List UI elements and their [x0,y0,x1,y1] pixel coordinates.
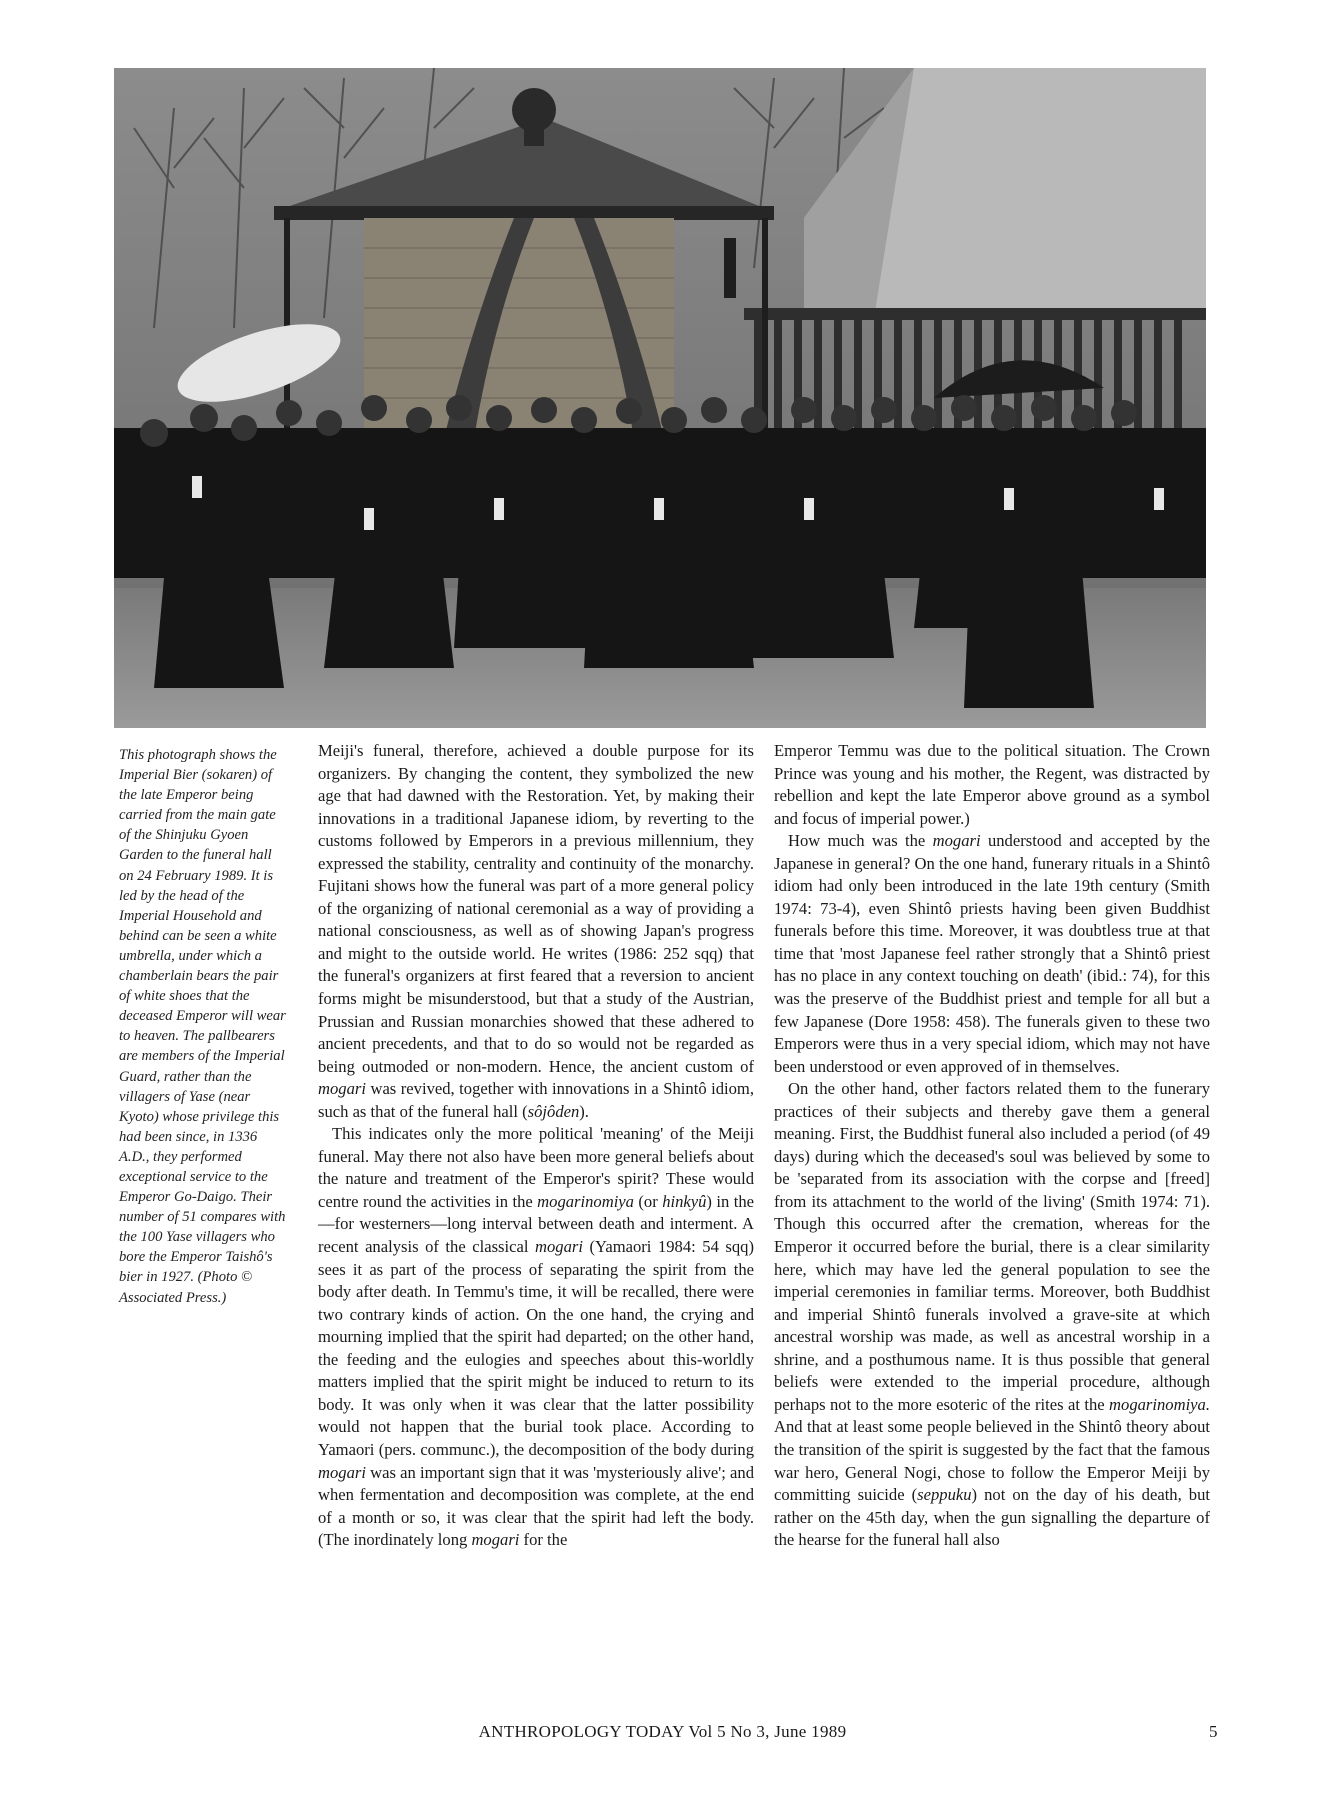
photograph-icon [114,68,1206,728]
paragraph: Meiji's funeral, therefore, achieved a double purpose for its organizers. By changing the content, they symbolized the new age that had dawned with the Restoration. Yet, by making their innovations in a traditional Japanese idiom, by reverting to the customs followed by Emperors in a previous millennium, they expressed the stability, centrality and continuity of the monarchy. Fujitani shows how the funeral was part of a more general policy of the organizing of national ceremonial as a way of providing a national consciousness, as well as of showing Japan's progress and might to the outside world. He writes (1986: 252 sqq) that the funeral's organizers at first feared that a reversion to ancient forms might be misunderstood, but that a study of the Austrian, Prussian and Russian monarchies showed that these adhered to ancient precedents, and that to do so would not be regarded as being outmoded or non-modern. Hence, the ancient custom of mogari was revived, together with innovations in a Shintô idiom, such as that of the funeral hall (sôjôden). [318,741,754,1121]
text-column-right [774,740,1210,1552]
paragraph: Emperor Temmu was due to the political situation. The Crown Prince was young and his mother, the Regent, was distracted by rebellion and kept the late Emperor above ground as a symbol and focus of imperial power.) [774,741,1210,828]
text-column-left [318,740,754,1552]
paragraph: How much was the mogari understood and accepted by the Japanese in general? On the one hand, funerary rituals in a Shintô idiom had only been introduced in the late 19th century (Smith 1974: 73-4), even Shintô priests having been given Buddhist funerals before this time. Moreover, it was doubtless true at that time that 'most Japanese feel rather strongly that a Shintô priest has no place in any context touching on death' (ibid.: 74), for this was the preserve of the Buddhist priest and temple for all but a few Japanese (Dore 1958: 458). The funerals given to these two Emperors were thus in a very special idiom, which may not have been understood or even approved of in themselves. [774,831,1210,1076]
paragraph: This indicates only the more political 'meaning' of the Meiji funeral. May there not also have been more general beliefs about the nature and treatment of the Emperor's spirit? These would centre round the activities in the mogarinomiya (or hinkyû) in the—for westerners—long interval between death and interment. A recent analysis of the classical mogari (Yamaori 1984: 54 sqq) sees it as part of the process of separating the spirit from the body after death. In Temmu's time, it will be recalled, there were two contrary kinds of action. On the one hand, the crying and mourning implied that the spirit had departed; on the other hand, the feeding and the eulogies and speeches about this-worldly matters implied that the spirit might be induced to return to its body. It was only when it was clear that the latter possibility would not happen that the burial took place. According to Yamaori (pers. communc.), the decomposition of the body during mogari was an important sign that it was 'mysteriously alive'; and when fermentation and decomposition was complete, at the end of a month or so, it was clear that the spirit had left the body. (The inordinately long mogari for the [318,1124,754,1550]
photograph-imperial-bier [114,68,1206,728]
paragraph: On the other hand, other factors related them to the funerary practices of their subjects and thereby gave them a general meaning. First, the Buddhist funeral also included a period (of 49 days) during which the deceased's soul was believed by some to be 'separated from its association with the corpse and [freed] from its attachment to the world of the living' (Smith 1974: 71). Though this occurred after the cremation, whereas for the Emperor it occurred before the burial, there is a clear similarity here, which may have led the general population to see the imperial ceremonies in familiar terms. Moreover, both Buddhist and imperial Shintô funerals involved a grave-site at which ancestral worship was made, as well as ancestral worship in a shrine, and a posthumous name. It is thus possible that general beliefs were extended to the imperial procedure, although perhaps not to the more esoteric of the rites at the mogarinomiya. And that at least some people believed in the Shintô theory about the transition of the spirit is suggested by the fact that the famous war hero, General Nogi, chose to follow the Emperor Meiji by committing suicide (seppuku) not on the day of his death, but rather on the 45th day, when the gun signalling the departure of the hearse for the funeral hall also [774,1079,1211,1550]
journal-footer: ANTHROPOLOGY TODAY Vol 5 No 3, June 1989 [478,1722,847,1741]
photo-caption: This photograph shows the Imperial Bier (sokaren) of the late Emperor being carried from the main gate of the Shinjuku Gyoen Garden to the funeral hall on 24 February 1989. It is led by the head of the Imperial Household and behind can be seen a white umbrella, under which a chamberlain bears the pair of white shoes that the deceased Emperor will wear to heaven. The pallbearers are members of the Imperial Guard, rather than the villagers of Yase (near Kyoto) whose privilege this had been since, in 1336 A.D., they performed exceptional service to the Emperor Go-Daigo. Their number of 51 compares with the 100 Yase villagers who bore the Emperor Taishô's bier in 1927. (Photo © Associated Press.) [119,747,286,1306]
page-number: 5 [1209,1722,1218,1741]
